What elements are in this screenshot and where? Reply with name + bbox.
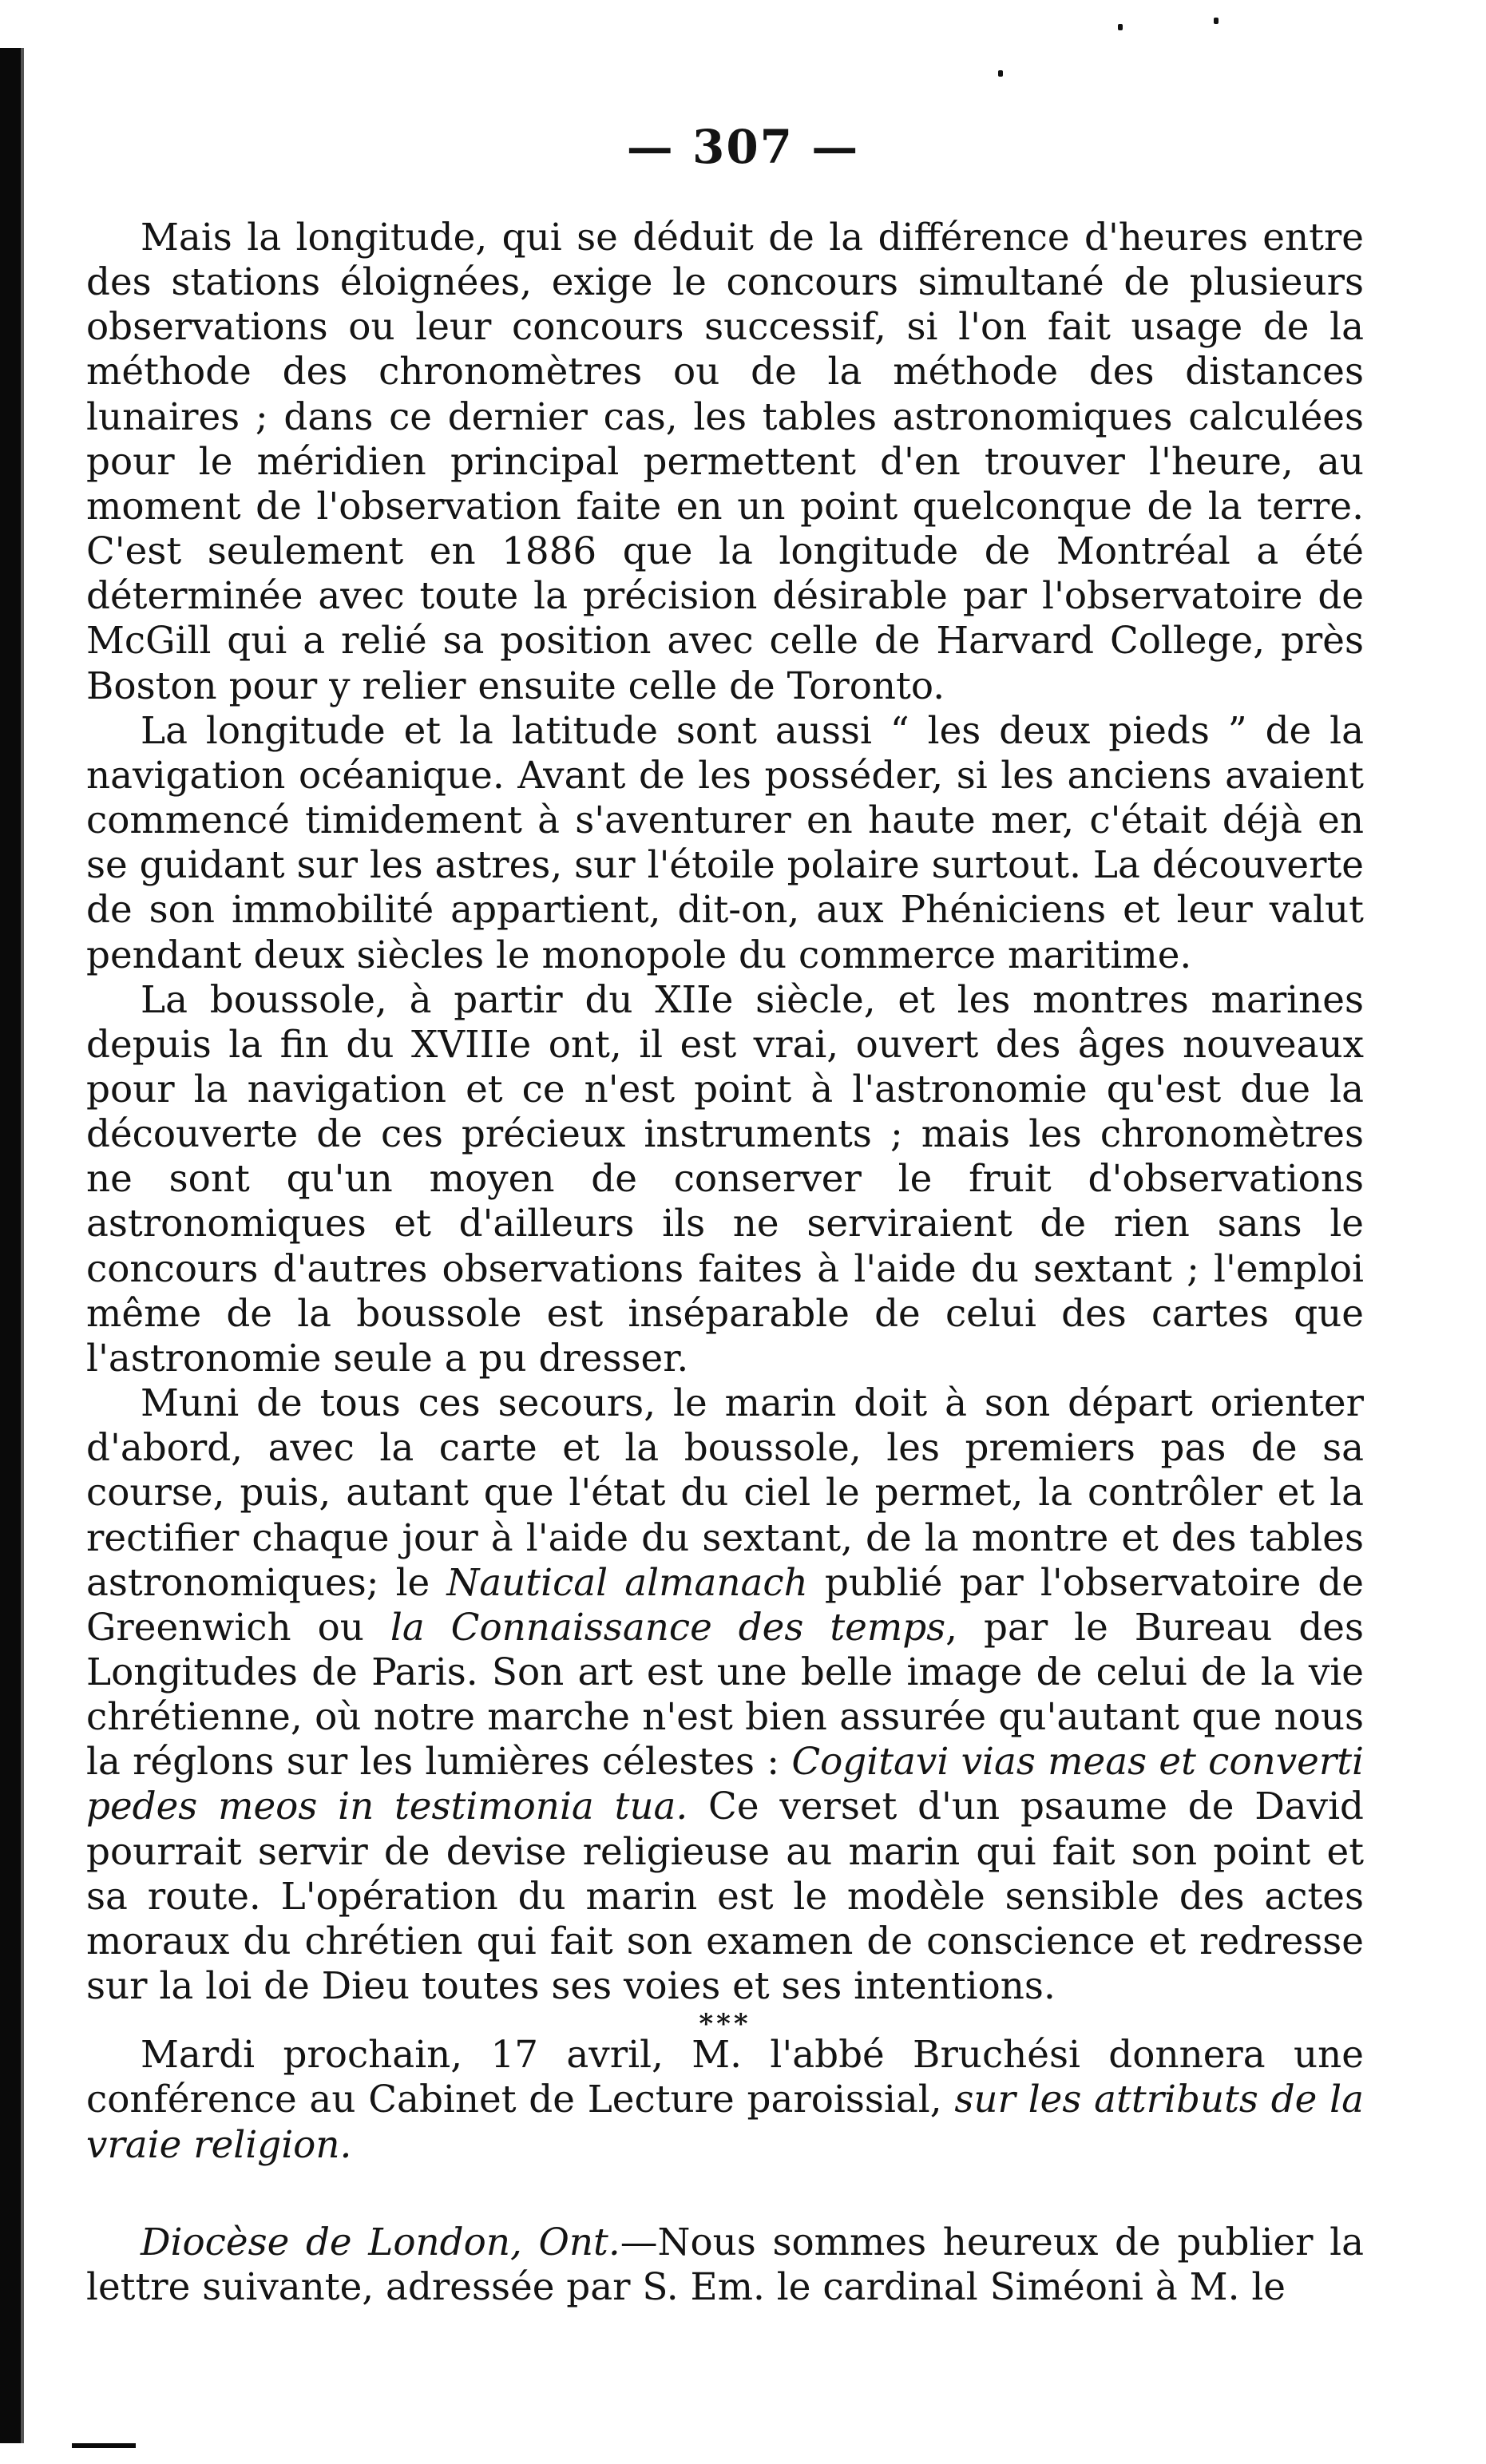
text-segment: , par le Bureau des Longitudes de Paris. Son art est une belle image de celui de la vie chrétienne, où notre marche n'est bien assurée qu'autant que nous la réglons sur les lumières célestes : <box>86 1606 1364 1785</box>
text-segment: Muni de tous ces secours, le marin doit à son départ orienter d'abord, avec la carte et la boussole, les premiers pas de sa course, puis, autant que l'état du ciel le permet, la contrôler et la rectifier chaque jour à l'aide du sextant, de la montre et des tables astronomiques; le <box>86 1382 1364 1605</box>
page-number: — 307 — <box>626 120 860 174</box>
text-segment-italic: Nautical almanach <box>446 1561 808 1605</box>
scan-speck <box>998 70 1003 77</box>
text-segment-italic: Cogitavi vias meas et converti pedes meos in testimonia tua. <box>86 1741 1364 1829</box>
paragraph-longitude <box>86 216 1364 709</box>
scan-speck <box>1118 24 1123 30</box>
paragraph-marin <box>86 1381 1364 2009</box>
text-segment: Mardi prochain, 17 avril, M. l'abbé Bruchési donnera une conférence au Cabinet de Lecture paroissial, <box>86 2034 1364 2122</box>
text-segment: La longitude et la latitude sont aussi “ les deux pieds ” de la navigation océanique. Avant de les posséder, si les anciens avaient commencé timidement à s'aventurer en haute mer, c'était déjà en se guidant sur les astres, sur l'étoile polaire surtout. La découverte de son immobilité appartient, dit-on, aux Phéniciens et leur valut pendant deux siècles le monopole du commerce maritime. <box>86 709 1364 977</box>
paragraph-boussole <box>86 978 1364 1381</box>
text-segment-italic: la Connaissance des temps <box>390 1606 946 1650</box>
paragraph-notice <box>86 2033 1364 2167</box>
article-body <box>86 216 1364 2310</box>
scan-binding-shadow <box>21 48 24 2443</box>
text-segment: Mais la longitude, qui se déduit de la différence d'heures entre des stations éloignées, exige le concours simultané de plusieurs observations ou leur concours successif, si l'on fait usage de la méthode des chronomètres ou de la méthode des distances lunaires ; dans ce dernier cas, les tables astronomiques calculées pour le méridien principal permettent d'en trouver l'heure, au moment de l'observation faite en un point quelconque de la terre. C'est seulement en 1886 que la longitude de Montréal a été déterminée avec toute la précision désirable par l'observatoire de McGill qui a relié sa position avec celle de Harvard College, près Boston pour y relier ensuite celle de Toronto. <box>86 216 1364 708</box>
text-segment: —Nous sommes heureux de publier la lettre suivante, adressée par S. Em. le cardinal Siméoni à M. le <box>86 2220 1364 2309</box>
text-segment: La boussole, à partir du XIIe siècle, et les montres marines depuis la fin du XVIIIe ont, il est vrai, ouvert des âges nouveaux pour la navigation et ce n'est point à l'astronomie qu'est due la découverte de ces précieux instruments ; mais les chronomètres ne sont qu'un moyen de conserver le fruit d'observations astronomiques et d'ailleurs ils ne serviraient de rien sans le concours d'autres observations faites à l'aide du sextant ; l'emploi même de la boussole est inséparable de celui des cartes que l'astronomie seule a pu dresser. <box>86 978 1364 1381</box>
paragraph-diocese <box>86 2220 1364 2310</box>
text-segment: publié par l'observatoire de Greenwich ou <box>86 1561 1364 1650</box>
text-segment: Ce verset d'un psaume de David pourrait servir de devise religieuse au marin qui fait son point et sa route. L'opération du marin est le modèle sensible des actes moraux du chrétien qui fait son examen de conscience et redresse sur la loi de Dieu toutes ses voies et ses intentions. <box>86 1785 1364 2009</box>
section-gap <box>86 2168 1364 2220</box>
scan-bottom-mark <box>72 2443 136 2448</box>
scan-speck <box>1214 18 1219 24</box>
scan-binding-edge <box>0 48 21 2443</box>
text-segment-italic: sur les attributs de la vraie religion. <box>86 2078 1364 2167</box>
paragraph-navigation <box>86 709 1364 978</box>
text-segment-italic: Diocèse de London, Ont. <box>141 2220 620 2264</box>
asterism-separator: *** <box>699 2008 751 2041</box>
